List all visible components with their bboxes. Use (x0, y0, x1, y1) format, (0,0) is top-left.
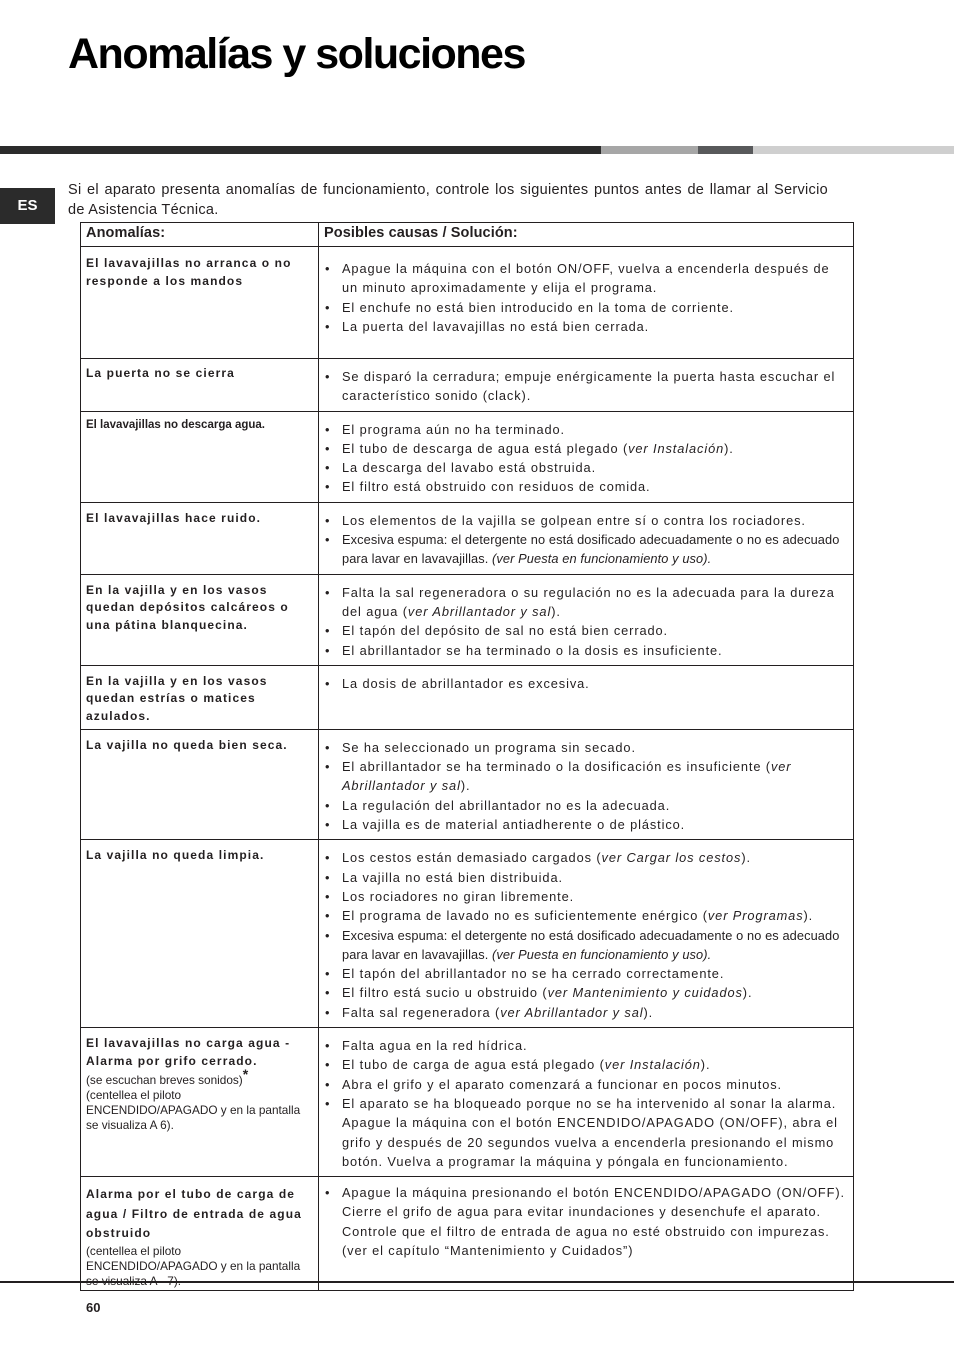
anomaly-cell: El lavavajillas hace ruido. (81, 502, 319, 574)
cause-item: • El filtro está sucio u obstruido (ver Mantenimiento y cuidados). (323, 983, 847, 1002)
cause-item: • Excesiva espuma: el detergente no está dosificado adecuadamente o no es adecuado para lavar en lavavajillas. (ver Puesta en funcionamiento y uso). (323, 530, 847, 569)
causes-cell (319, 840, 854, 1028)
table-row (81, 359, 854, 412)
table-row (81, 1028, 854, 1177)
cause-item: • El tubo de descarga de agua está plegado (ver Instalación). (323, 439, 847, 458)
anomaly-note: (centellea el piloto ENCENDIDO/APAGADO y en la pantalla se visualiza A 6). (86, 1088, 301, 1133)
causes-cell (319, 411, 854, 502)
anomaly-cell: La vajilla no queda limpia. (81, 840, 319, 1028)
cause-item: • El programa aún no ha terminado. (323, 420, 847, 439)
cause-item: • Excesiva espuma: el detergente no está dosificado adecuadamente o no es adecuado para lavar en lavavajillas. (ver Puesta en funcionamiento y uso). (323, 926, 847, 965)
header-bar-darkgrey (698, 146, 753, 154)
anomaly-cell (81, 1028, 319, 1177)
cause-item: • Se ha seleccionado un programa sin secado. (323, 738, 847, 757)
causes-cell (319, 729, 854, 839)
cause-item: • El abrillantador se ha terminado o la dosificación es insuficiente (ver Abrillantador y sal). (323, 757, 847, 796)
table-row (81, 665, 854, 729)
cause-item: • Los cestos están demasiado cargados (ver Cargar los cestos). (323, 848, 847, 867)
anomaly-cell: La puerta no se cierra (81, 359, 319, 412)
table-row (81, 574, 854, 665)
cause-item: • La regulación del abrillantador no es la adecuada. (323, 796, 847, 815)
anomaly-cell: La vajilla no queda bien seca. (81, 729, 319, 839)
table-row (81, 729, 854, 839)
table-row (81, 1177, 854, 1291)
cause-item: • Apague la máquina presionando el botón ENCENDIDO/APAGADO (ON/OFF). Cierre el grifo de agua para evitar inundaciones y desenchufe el aparato. Controle que el filtro de entrada de agua no esté obstruido con impurezas. (ver el capítulo “Mantenimiento y Cuidados”) (323, 1183, 847, 1260)
cause-item: • La vajilla es de material antiadherente o de plástico. (323, 815, 847, 834)
anomaly-cell: El lavavajillas no descarga agua. (81, 411, 319, 502)
cause-item: • Falta agua en la red hídrica. (323, 1036, 847, 1055)
asterisk-mark: * (242, 1066, 249, 1083)
anomaly-title: Alarma por el tubo de carga de agua / Filtro de entrada de agua obstruido (86, 1187, 302, 1241)
anomaly-title: El lavavajillas no carga agua - Alarma por grifo cerrado. (86, 1036, 291, 1068)
page-title: Anomalías y soluciones (68, 30, 525, 78)
cause-item: • El filtro está obstruido con residuos de comida. (323, 477, 847, 496)
table-row (81, 411, 854, 502)
cause-item: • El programa de lavado no es suficientemente enérgico (ver Programas). (323, 906, 847, 925)
cause-item: • El tapón del abrillantador no se ha cerrado correctamente. (323, 964, 847, 983)
header-bar-grey (601, 146, 698, 154)
column-header-causes: Posibles causas / Solución: (319, 223, 854, 247)
cause-item: • El aparato se ha bloqueado porque no se ha intervenido al sonar la alarma. Apague la máquina con el botón ENCENDIDO/APAGADO (ON/OFF), abra el grifo y después de 20 segundos vuelva a encenderla presionando el mismo botón. Vuelva a programar la máquina y póngala en funcionamiento. (323, 1094, 847, 1171)
cause-item: • La vajilla no está bien distribuida. (323, 868, 847, 887)
table-row (81, 247, 854, 359)
language-tab: ES (0, 188, 55, 224)
cause-item: • Falta la sal regeneradora o su regulación no es la adecuada para la dureza del agua (ver Abrillantador y sal). (323, 583, 847, 622)
cause-item: • El tubo de carga de agua está plegado (ver Instalación). (323, 1055, 847, 1074)
cause-item: • Abra el grifo y el aparato comenzará a funcionar en pocos minutos. (323, 1075, 847, 1094)
cause-item: • Apague la máquina con el botón ON/OFF, vuelva a encenderla después de un minuto aproximadamente y elija el programa. (323, 259, 847, 298)
causes-cell (319, 1028, 854, 1177)
cause-item: • Los elementos de la vajilla se golpean entre sí o contra los rociadores. (323, 511, 847, 530)
cause-item: • Se disparó la cerradura; empuje enérgicamente la puerta hasta escuchar el característico sonido (clack). (323, 367, 847, 406)
table-row (81, 840, 854, 1028)
cause-item: • Los rociadores no giran libremente. (323, 887, 847, 906)
anomaly-cell: En la vajilla y en los vasos quedan estrías o matices azulados. (81, 665, 319, 729)
causes-cell (319, 574, 854, 665)
column-header-anomalies: Anomalías: (81, 223, 319, 247)
page-number: 60 (86, 1300, 101, 1315)
causes-cell (319, 359, 854, 412)
header-bar-light (753, 146, 954, 154)
cause-item: • El abrillantador se ha terminado o la dosis es insuficiente. (323, 641, 847, 660)
causes-cell (319, 247, 854, 359)
troubleshooting-table (80, 222, 854, 1291)
anomaly-cell (81, 1177, 319, 1291)
causes-cell (319, 502, 854, 574)
anomaly-note: (se escuchan breves sonidos)* (86, 1066, 249, 1088)
causes-cell (319, 665, 854, 729)
cause-item: • La puerta del lavavajillas no está bien cerrada. (323, 317, 847, 336)
footer-rule (0, 1281, 954, 1283)
cause-item: • El tapón del depósito de sal no está bien cerrado. (323, 621, 847, 640)
header-bar-dark (0, 146, 601, 154)
anomaly-cell: En la vajilla y en los vasos quedan depósitos calcáreos o una pátina blanquecina. (81, 574, 319, 665)
table-header-row (81, 223, 854, 247)
causes-cell (319, 1177, 854, 1291)
cause-item: • La dosis de abrillantador es excesiva. (323, 674, 847, 693)
cause-item: • Falta sal regeneradora (ver Abrillantador y sal). (323, 1003, 847, 1022)
table-row (81, 502, 854, 574)
cause-item: • La descarga del lavabo está obstruida. (323, 458, 847, 477)
anomaly-cell: El lavavajillas no arranca o no responde a los mandos (81, 247, 319, 359)
cause-item: • El enchufe no está bien introducido en la toma de corriente. (323, 298, 847, 317)
anomaly-note: (centellea el piloto ENCENDIDO/APAGADO y en la pantalla (86, 1243, 301, 1273)
intro-text: Si el aparato presenta anomalías de funcionamiento, controle los siguientes puntos antes de llamar al Servicio de Asistencia Técnica. (68, 182, 828, 218)
